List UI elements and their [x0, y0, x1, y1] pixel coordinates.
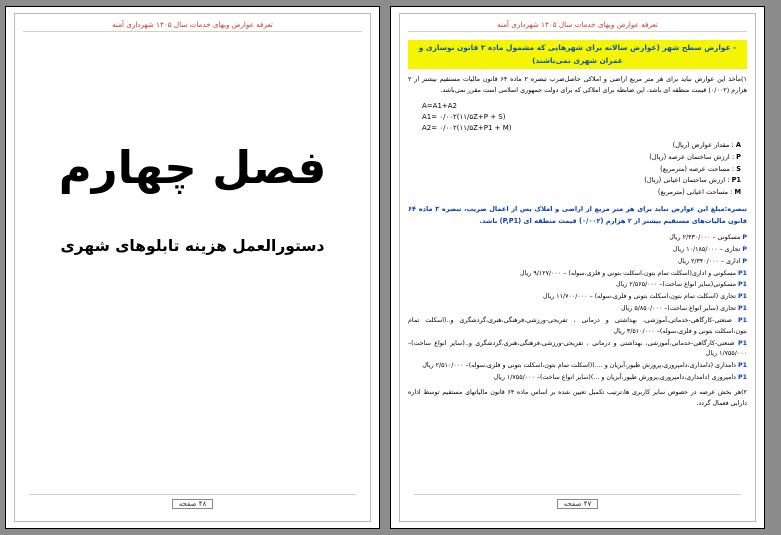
definition-row [408, 140, 747, 152]
rate-item [408, 292, 747, 303]
rate-text: تجاری (سایر انواع ساخت)– ۵/۸۵۰/۰۰۰ ریال [621, 305, 736, 313]
section-intro: ۱)مأخذ این عوارض نباید برای هر متر مربع اراضی و املاکی حاصل‌ضرب تبصره ۲ ماده ۶۴ قانون مالیات مستقیم بیشتر از ۲ هزارم (۰/۰۰۲) قیمت منطقه ای باشد، این ضابطه برای املاکی که برای دولت جمهوری اسلامی است مقرر نمی‌باشد. [408, 75, 747, 94]
rate-key: P1 [738, 339, 747, 347]
rate-item [408, 257, 747, 268]
rate-item [408, 233, 747, 244]
definition-row [408, 164, 747, 176]
formula-line: A2= ۰/۰۰۲(۱۱/۵Z+P1 + M) [422, 123, 512, 132]
rate-text: صنعتی-کارگاهی-خدماتی،آموزشی، بهداشتی و درمانی ، تفریحی-ورزشی،فرهنگی،هنری،گردشگری و..(سایر انواع ساخت)– ۱/۷۵۵/۰۰۰ ریال [408, 339, 747, 358]
page-header-text-2 [408, 20, 747, 32]
chapter-title: فصل چهارم [58, 141, 327, 194]
page-footer [15, 499, 370, 509]
rate-item [408, 373, 747, 384]
definition-row [408, 152, 747, 164]
chapter-subtitle: دستورالعمل هزینه تابلوهای شهری [60, 237, 325, 256]
rate-key: P [742, 245, 747, 253]
page-number-2: ۴۷ صفحه [557, 499, 599, 509]
header-plain: تعرفه عوارض وبهای خدمات سال ۱۴۰۵ شهرداری آمنه [112, 20, 273, 29]
rate-item [408, 269, 747, 280]
rate-item [408, 339, 747, 361]
section-title: - عوارض سطح شهر (عوارض سالانه برای شهرهایی که مشمول ماده ۲ قانون نوسازی و عمران شهری نمی‌باشند) [408, 40, 747, 69]
rate-key: P1 [738, 374, 747, 382]
symbol: A [735, 141, 741, 150]
rate-key: P [742, 257, 747, 265]
rate-item [408, 245, 747, 256]
section-tail-note: ۲)هر بخش عرصه در خصوص سایر کاربری ها،ترتیب تکمیل تعیین شده بر اساس ماده ۶۴ قانون مالیاتهای مستقیم توسط اداره دارایی فعمال گردد. [408, 388, 747, 407]
symbol-definitions [408, 140, 747, 198]
rate-text: صنعتی-کارگاهی-خدماتی،آموزشی، بهداشتی و درمانی ، تفریحی-ورزشی،فرهنگی،هنری،گردشگری و..(اسکلت تمام بتون،اسکلت بتونی و فلزی،سوله)– ۳/۵۱۰/۰۰۰ ریال [408, 316, 747, 335]
symbol: S [736, 164, 741, 173]
formula-line: A=A1+A2 [422, 101, 458, 110]
symbol: P [736, 152, 741, 161]
page-content [399, 13, 756, 522]
symbol: M [734, 187, 741, 196]
symbol-text: : مساحت اعیانی (مترمربع) [657, 187, 733, 196]
formula-block [422, 101, 747, 134]
definition-row [408, 175, 747, 187]
footer-divider-2 [414, 494, 741, 495]
rate-key: P [742, 234, 747, 242]
rate-text: تجاری – ۱۰/۱۸۵/۰۰۰ ریال [672, 245, 741, 253]
rate-key: P1 [738, 269, 747, 277]
section-note: تبصره:مبلغ این عوارض نباید برای هر متر مربع از اراضی و املاک پس از اعمال ضریب، تبصره ۳ ماده ۶۴ قانون مالیات‌های مستقیم بیشتر از ۲ هزارم (۰/۰۰۲) قیمت منطقه ای (P,P1) باشد. [408, 205, 747, 225]
page-chapter-cover[interactable] [5, 6, 380, 529]
document-body [408, 32, 747, 409]
rate-text: مسکونی و اداری(اسکلت تمام بتون،اسکلت بتونی و فلزی،سوله) – ۹/۱۲۷/۰۰۰ ریال [520, 269, 736, 277]
rate-key: P1 [737, 316, 747, 324]
symbol-text: : مساحت عرصه (مترمربع) [660, 164, 735, 173]
page-tariff-content[interactable] [390, 6, 765, 529]
rate-text: تجاری (اسکلت تمام بتون،اسکلت بتونی و فلزی،سوله) – ۱۱/۷۰۰/۰۰۰ ریال [542, 293, 736, 301]
symbol-text: : ارزش ساختمان اعیانی (ریال) [644, 176, 730, 185]
page-footer-2 [400, 499, 755, 509]
rate-list [408, 233, 747, 384]
symbol: P1 [731, 176, 741, 185]
rate-text: مسکونی(سایر انواع ساخت)– ۲/۵۶۵/۰۰۰ ریال [616, 281, 736, 289]
rate-text: دامپروری (دامداری،دامپروری،پرورش طیور،آبزیان و ...)(سایر انواع ساخت)– ۱/۷۵۵/۰۰۰ ریال [493, 374, 736, 382]
footer-divider [29, 494, 356, 495]
rate-item [408, 304, 747, 315]
page-header-text [23, 20, 362, 32]
chapter-block [23, 32, 362, 495]
rate-key: P1 [738, 362, 747, 370]
rate-item [408, 316, 747, 338]
definition-row [408, 187, 747, 199]
page-number: ۴۸ صفحه [172, 499, 214, 509]
rate-item [408, 280, 747, 291]
rate-key: P1 [738, 293, 747, 301]
rate-item [408, 361, 747, 372]
rate-text: اداری – ۲/۳۴۰/۰۰۰ ریال [677, 257, 741, 265]
symbol-text: : مقدار عوارض (ریال) [672, 141, 734, 150]
rate-text: دامداری (دامداری،دامپروری،پرورش طیور،آبزیان و ....)(اسکلت تمام بتون،اسکلت بتونی و فلزی،سوله)– ۲/۵۱۰/۰۰۰ ریال [422, 362, 736, 370]
page-cover-content [14, 13, 371, 522]
formula-line: A1= ۰/۰۰۲(۱۱/۵Z+P + S) [422, 112, 506, 121]
rate-key: P1 [738, 305, 747, 313]
symbol-text: : ارزش ساختمان عرصه (ریال) [649, 152, 735, 161]
rate-key: P1 [738, 281, 747, 289]
header-plain-2: تعرفه عوارض وبهای خدمات سال ۱۴۰۵ شهرداری آمنه [497, 20, 658, 29]
rate-text: مسکونی – ۲/۴۳۰/۰۰۰ ریال [669, 234, 741, 242]
